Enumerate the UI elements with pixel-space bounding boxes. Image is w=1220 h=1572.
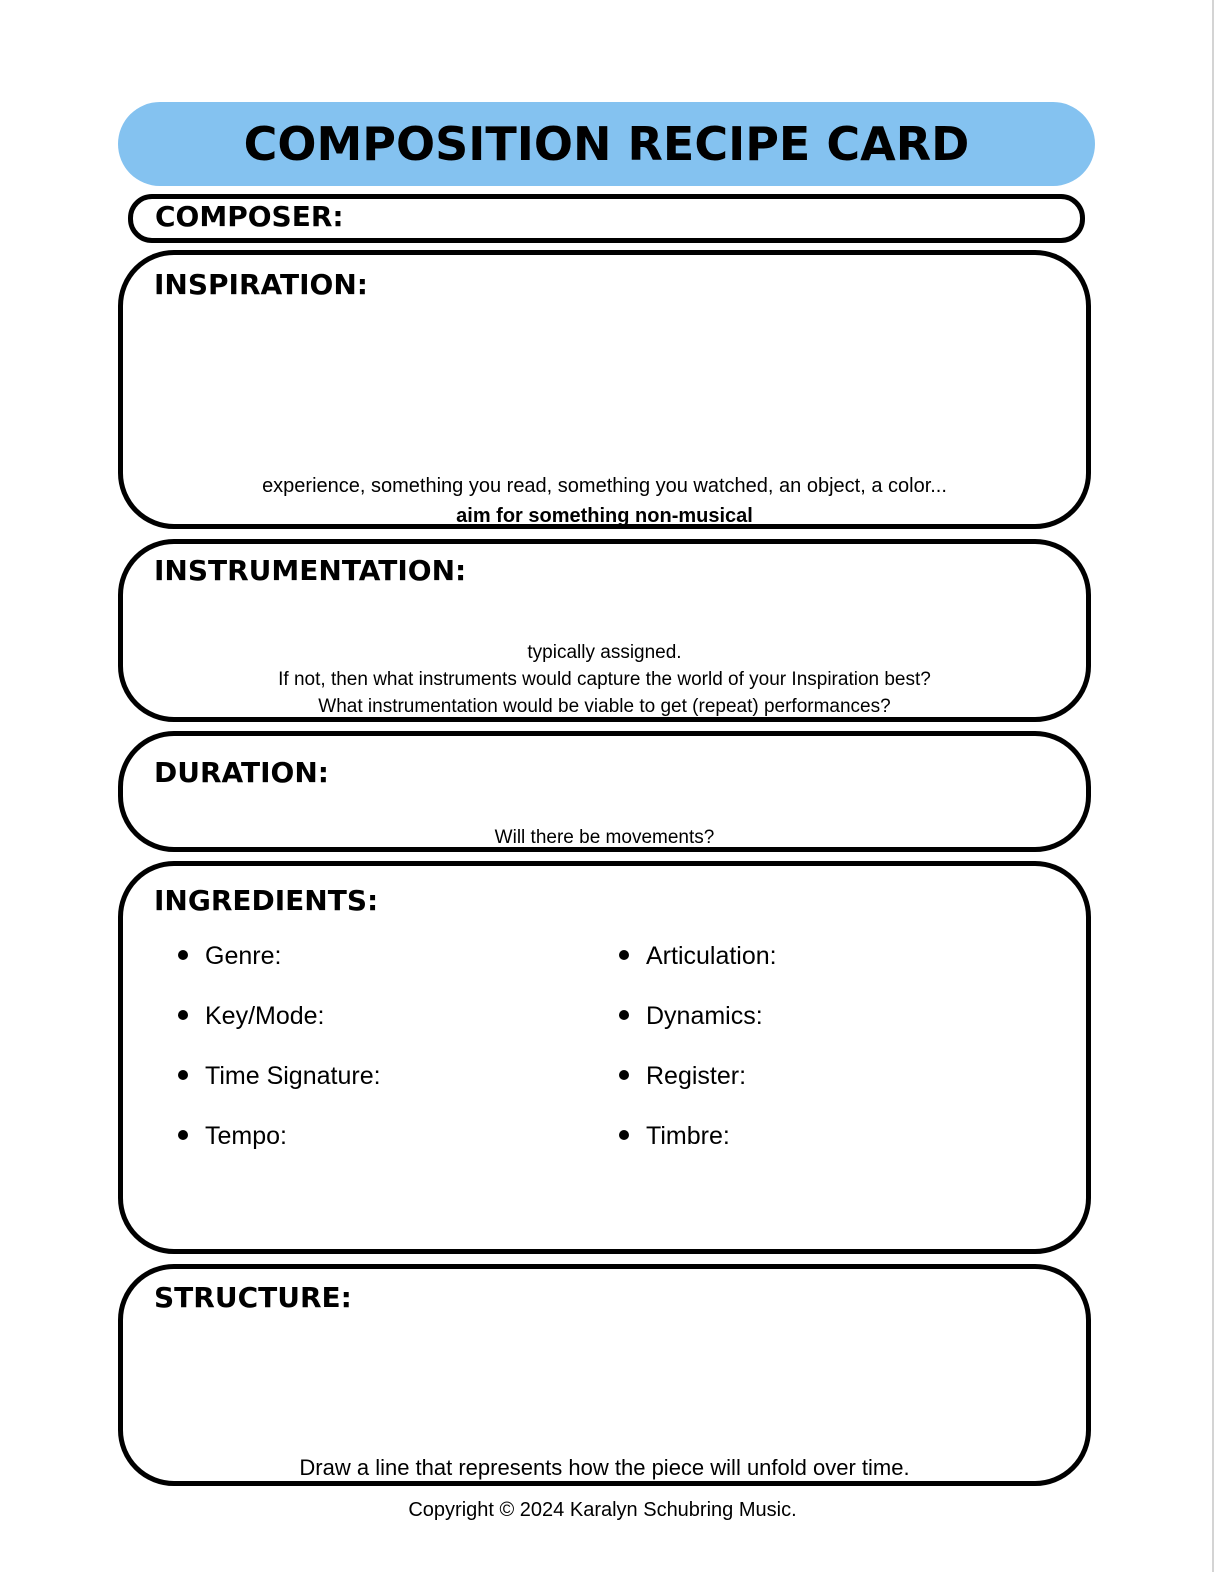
ingredient-tempo: Tempo: [205,1122,287,1150]
ingredient-time-signature: Time Signature: [205,1062,381,1090]
page-title: COMPOSITION RECIPE CARD [243,117,970,171]
instrumentation-hint-2: If not, then what instruments would capture the world of your Inspiration best? [278,669,931,690]
list-item [153,1061,381,1121]
bullet-icon [619,1130,629,1140]
ingredient-timbre: Timbre: [646,1122,730,1150]
ingredients-left-list [153,941,381,1181]
bullet-icon [178,950,188,960]
list-item [153,1001,381,1061]
structure-label: STRUCTURE: [154,1281,352,1314]
ingredient-key-mode: Key/Mode: [205,1002,325,1030]
composer-label: COMPOSER: [155,200,344,233]
inspiration-hint-bold: aim for something non-musical [456,505,753,527]
list-item [594,1061,777,1121]
list-item [153,941,381,1001]
ingredient-articulation: Articulation: [646,942,777,970]
list-item [594,941,777,1001]
list-item [594,1001,777,1061]
instrumentation-hint-1: typically assigned. [527,642,682,663]
bullet-icon [619,1070,629,1080]
structure-section[interactable] [118,1264,1091,1486]
page-edge-divider [1212,0,1214,1572]
structure-hint: Draw a line that represents how the piece will unfold over time. [299,1455,910,1480]
ingredients-label: INGREDIENTS: [154,884,379,917]
duration-hint: Will there be movements? [494,827,715,848]
bullet-icon [619,1010,629,1020]
ingredient-dynamics: Dynamics: [646,1002,763,1030]
bullet-icon [619,950,629,960]
ingredients-right-list [594,941,777,1181]
ingredient-genre: Genre: [205,942,282,970]
inspiration-section[interactable] [118,250,1091,529]
bullet-icon [178,1010,188,1020]
inspiration-hint: experience, something you read, something you watched, an object, a color... [262,475,947,497]
bullet-icon [178,1130,188,1140]
title-banner [118,102,1095,186]
duration-section[interactable] [118,731,1091,852]
copyright-footer: Copyright © 2024 Karalyn Schubring Music. [408,1499,797,1521]
list-item [594,1121,777,1181]
ingredients-section[interactable] [118,861,1091,1254]
composer-field[interactable] [128,194,1085,243]
inspiration-label: INSPIRATION: [154,268,368,301]
ingredient-register: Register: [646,1062,747,1090]
list-item [153,1121,381,1181]
instrumentation-label: INSTRUMENTATION: [154,554,467,587]
instrumentation-hint-3: What instrumentation would be viable to get (repeat) performances? [318,696,891,717]
bullet-icon [178,1070,188,1080]
duration-label: DURATION: [154,756,329,789]
instrumentation-section[interactable] [118,539,1091,722]
